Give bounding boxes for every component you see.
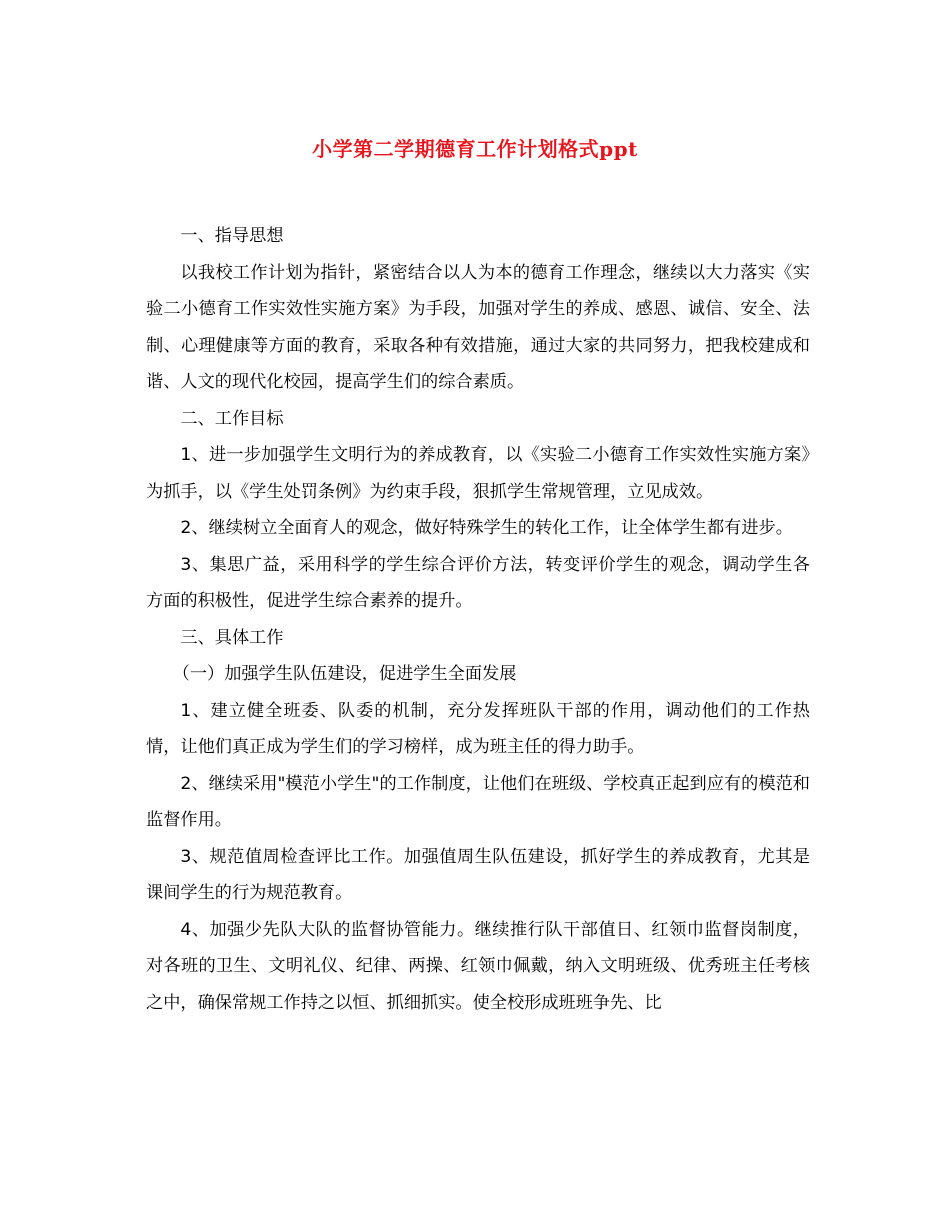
document-body [146, 218, 810, 1021]
subsection-heading-team-building: （一）加强学生队伍建设，促进学生全面发展 [172, 664, 517, 684]
paragraph-goal-2: 2、继续树立全面育人的观念，做好特殊学生的转化工作，让全体学生都有进步。 [180, 518, 793, 538]
document-title: 小学第二学期德育工作计划格式ppt [312, 137, 638, 161]
section-heading-work-goals: 二、工作目标 [180, 408, 284, 429]
paragraph-goal-3: 3、集思广益，采用科学的学生综合评价方法，转变评价学生的观念，调动学生各方面的积极性，促进学生综合素养的提升。 [146, 554, 810, 611]
section-heading-guiding-ideology: 一、指导思想 [180, 226, 284, 246]
section-heading-specific-work: 三、具体工作 [180, 627, 284, 648]
paragraph-work-2: 2、继续采用"模范小学生"的工作制度，让他们在班级、学校真正起到应有的模范和监督作用。 [146, 773, 810, 830]
paragraph-work-3: 3、规范值周检查评比工作。加强值周生队伍建设，抓好学生的养成教育，尤其是课间学生的行为规范教育。 [146, 846, 810, 903]
paragraph-goal-1: 1、进一步加强学生文明行为的养成教育，以《实验二小德育工作实效性实施方案》为抓手，以《学生处罚条例》为约束手段，狠抓学生常规管理，立见成效。 [146, 445, 810, 502]
paragraph-guiding-ideology: 以我校工作计划为指针，紧密结合以人为本的德育工作理念，继续以大力落实《实验二小德育工作实效性实施方案》为手段，加强对学生的养成、感恩、诚信、安全、法制、心理健康等方面的教育，采取各种有效措施，通过大家的共同努力，把我校建成和谐、人文的现代化校园，提高学生们的综合素质。 [146, 262, 810, 392]
paragraph-work-4: 4、加强少先队大队的监督协管能力。继续推行队干部值日、红领巾监督岗制度，对各班的卫生、文明礼仪、纪律、两操、红领巾佩戴，纳入文明班级、优秀班主任考核之中，确保常规工作持之以恒、抓细抓实。使全校形成班班争先、比 [146, 919, 810, 1013]
paragraph-work-1: 1、建立健全班委、队委的机制，充分发挥班队干部的作用，调动他们的工作热情，让他们真正成为学生们的学习榜样，成为班主任的得力助手。 [146, 700, 810, 757]
